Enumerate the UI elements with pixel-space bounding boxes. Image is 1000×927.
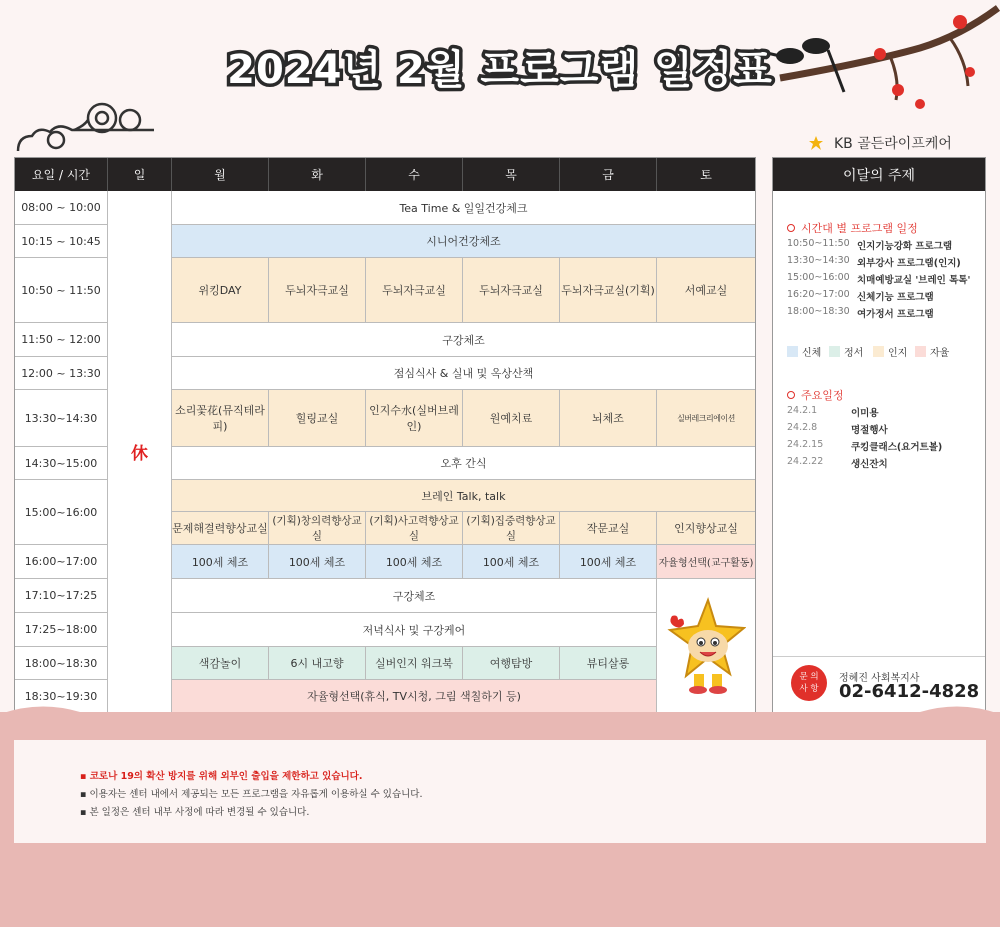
schedule-row xyxy=(787,255,961,269)
program-cell: 자율형선택(휴식, TV시청, 그림 색칠하기 등) xyxy=(172,680,657,712)
events-section-title xyxy=(787,387,844,403)
program-cell: 자율형선택(교구활동) xyxy=(657,545,755,579)
time-cell: 16:00~17:00 xyxy=(15,545,108,579)
legend-item xyxy=(873,344,907,359)
contact-name: 정혜진 사회복지사 xyxy=(839,673,920,684)
logo-text: KB 골든라이프케어 xyxy=(834,136,952,152)
header-thu: 목 xyxy=(463,158,560,191)
legend-label: 인지 xyxy=(888,348,908,359)
schedule-time: 10:50~11:50 xyxy=(787,238,850,249)
program-cell: 여행탐방 xyxy=(463,647,560,680)
event-date: 24.2.15 xyxy=(787,439,824,450)
program-cell: 저녁식사 및 구강케어 xyxy=(172,613,657,647)
page-title: 2024년 2월 프로그램 일정표 xyxy=(227,47,773,93)
header-tue: 화 xyxy=(269,158,366,191)
legend-label: 자율 xyxy=(930,348,950,359)
program-cell: 시니어건강체조 xyxy=(172,225,755,258)
event-name: 명절행사 xyxy=(851,425,888,436)
program-cell: 서예교실 xyxy=(657,258,755,323)
program-cell: (기획)사고력향상교실 xyxy=(366,512,463,545)
kb-logo xyxy=(808,133,952,153)
program-cell: 두뇌자극교실(기획) xyxy=(560,258,657,323)
event-name: 쿠킹클래스(요거트볼) xyxy=(851,442,943,453)
schedule-row xyxy=(787,289,934,303)
program-cell: 두뇌자극교실 xyxy=(463,258,560,323)
header-day-time: 요일 / 시간 xyxy=(15,158,108,191)
header-sat: 토 xyxy=(657,158,755,191)
program-cell: 인지수水(실버브레인) xyxy=(366,390,463,447)
legend-label: 신체 xyxy=(802,348,822,359)
schedule-name: 신체기능 프로그램 xyxy=(857,292,934,303)
event-row xyxy=(787,422,888,436)
program-cell: 힐링교실 xyxy=(269,390,366,447)
event-name: 이미용 xyxy=(851,408,879,419)
schedule-row xyxy=(787,306,934,320)
schedule-row xyxy=(787,238,952,252)
program-cell: 소리꽃花(뮤직테라피) xyxy=(172,390,269,447)
schedule-name: 인지기능강화 프로그램 xyxy=(857,241,953,252)
program-cell: 작문교실 xyxy=(560,512,657,545)
time-cell: 13:30~14:30 xyxy=(15,390,108,447)
program-cell: (기획)창의력향상교실 xyxy=(269,512,366,545)
section-title-text: 시간대 별 프로그램 일정 xyxy=(801,222,918,235)
program-cell: 100세 체조 xyxy=(463,545,560,579)
program-cell: 뇌체조 xyxy=(560,390,657,447)
time-cell: 15:00~16:00 xyxy=(15,480,108,545)
program-cell: 인지향상교실 xyxy=(657,512,755,545)
program-cell: 두뇌자극교실 xyxy=(269,258,366,323)
contact-badge-text: 문 의 사 항 xyxy=(799,672,819,694)
program-cell: 6시 내고향 xyxy=(269,647,366,680)
time-cell: 11:50 ~ 12:00 xyxy=(15,323,108,357)
program-cell: 색감놀이 xyxy=(172,647,269,680)
header-sun: 일 xyxy=(108,158,172,191)
program-cell: Tea Time & 일일건강체크 xyxy=(172,191,755,225)
time-cell: 10:50 ~ 11:50 xyxy=(15,258,108,323)
program-cell: 점심식사 & 실내 및 옥상산책 xyxy=(172,357,755,390)
time-cell: 18:30~19:30 xyxy=(15,680,108,712)
program-cell: 구강체조 xyxy=(172,579,657,613)
star-mascot-icon xyxy=(666,596,746,696)
program-cell: 브레인 Talk, talk xyxy=(172,480,755,512)
notes-box xyxy=(14,740,986,843)
legend-swatch xyxy=(873,346,884,357)
program-cell: 100세 체조 xyxy=(172,545,269,579)
circle-bullet-icon xyxy=(787,391,795,399)
sunday-closed-cell xyxy=(108,191,172,712)
schedule-name: 외부강사 프로그램(인지) xyxy=(857,258,961,269)
note-text: 본 일정은 센터 내부 사정에 따라 변경될 수 있습니다. xyxy=(89,807,310,818)
program-cell: 구강체조 xyxy=(172,323,755,357)
legend-label: 정서 xyxy=(844,348,864,359)
time-cell: 12:00 ~ 13:30 xyxy=(15,357,108,390)
time-cell: 08:00 ~ 10:00 xyxy=(15,191,108,225)
schedule-name: 여가정서 프로그램 xyxy=(857,309,934,320)
schedule-row xyxy=(787,272,970,286)
legend-swatch xyxy=(787,346,798,357)
program-cell: 뷰티살롱 xyxy=(560,647,657,680)
event-date: 24.2.1 xyxy=(787,405,818,416)
program-cell: 실버레크리에이션 xyxy=(657,390,755,447)
legend-item xyxy=(915,344,949,359)
note-item: ▪ 코로나 19의 확산 방지를 위해 외부인 출입을 제한하고 있습니다. xyxy=(80,771,363,782)
time-cell: 14:30~15:00 xyxy=(15,447,108,480)
event-row xyxy=(787,439,942,453)
time-schedule-section-title xyxy=(787,220,918,236)
circle-bullet-icon xyxy=(787,224,795,232)
event-row xyxy=(787,456,888,470)
star-logo-icon xyxy=(808,135,830,151)
note-item: ▪ 본 일정은 센터 내부 사정에 따라 변경될 수 있습니다. xyxy=(80,807,310,818)
legend-item xyxy=(787,344,821,359)
schedule-time: 15:00~16:00 xyxy=(787,272,850,283)
program-cell: 100세 체조 xyxy=(269,545,366,579)
time-cell: 10:15 ~ 10:45 xyxy=(15,225,108,258)
program-cell: 100세 체조 xyxy=(366,545,463,579)
program-cell: 문제해결력향상교실 xyxy=(172,512,269,545)
program-cell: 오후 간식 xyxy=(172,447,755,480)
program-cell: (기획)집중력향상교실 xyxy=(463,512,560,545)
program-cell: 실버인지 워크북 xyxy=(366,647,463,680)
program-cell: 원예치료 xyxy=(463,390,560,447)
event-name: 생신잔치 xyxy=(851,459,888,470)
program-cell: 두뇌자극교실 xyxy=(366,258,463,323)
schedule-time: 16:20~17:00 xyxy=(787,289,850,300)
schedule-table xyxy=(14,157,756,713)
closed-mark: 休 xyxy=(131,444,148,464)
header-wed: 수 xyxy=(366,158,463,191)
schedule-time: 13:30~14:30 xyxy=(787,255,850,266)
event-date: 24.2.22 xyxy=(787,456,824,467)
event-date: 24.2.8 xyxy=(787,422,818,433)
legend-swatch xyxy=(829,346,840,357)
header-mon: 월 xyxy=(172,158,269,191)
time-cell: 17:10~17:25 xyxy=(15,579,108,613)
note-text: 코로나 19의 확산 방지를 위해 외부인 출입을 제한하고 있습니다. xyxy=(89,771,363,782)
section-title-text: 주요일정 xyxy=(801,389,844,402)
legend-item xyxy=(829,344,863,359)
program-cell: 위킹DAY xyxy=(172,258,269,323)
header-fri: 금 xyxy=(560,158,657,191)
note-text: 이용자는 센터 내에서 제공되는 모든 프로그램을 자유롭게 이용하실 수 있습니다. xyxy=(89,789,423,800)
time-cell: 17:25~18:00 xyxy=(15,613,108,647)
schedule-time: 18:00~18:30 xyxy=(787,306,850,317)
panel-title: 이달의 주제 xyxy=(773,158,985,191)
legend-swatch xyxy=(915,346,926,357)
schedule-name: 치매예방교실 '브레인 톡톡' xyxy=(857,275,971,286)
time-cell: 18:00~18:30 xyxy=(15,647,108,680)
note-item: ▪ 이용자는 센터 내에서 제공되는 모든 프로그램을 자유롭게 이용하실 수 있습니다. xyxy=(80,789,423,800)
cloud-decoration xyxy=(14,96,164,158)
program-cell: 100세 체조 xyxy=(560,545,657,579)
event-row xyxy=(787,405,879,419)
contact-phone[interactable]: 02-6412-4828 xyxy=(839,681,980,702)
monthly-theme-panel xyxy=(772,157,986,713)
